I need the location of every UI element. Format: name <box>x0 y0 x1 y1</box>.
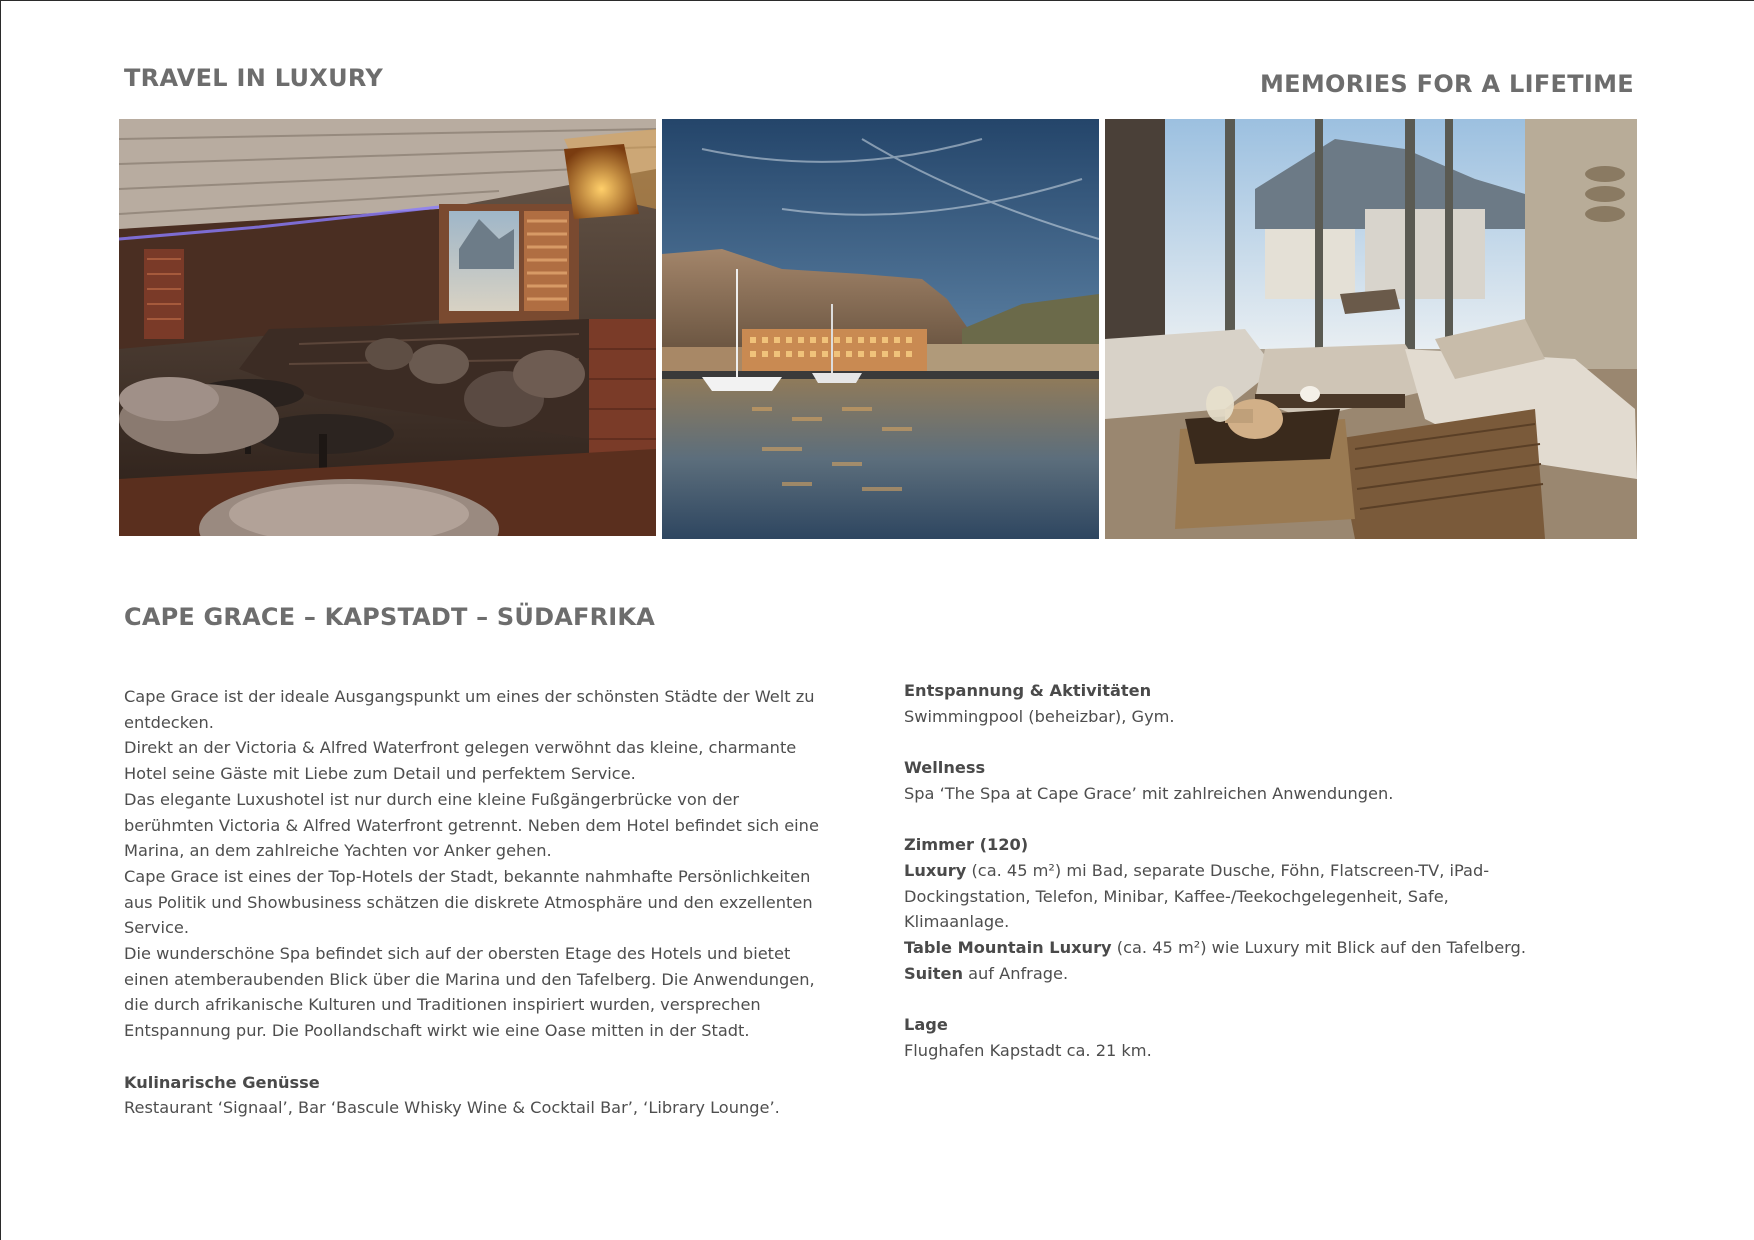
room-table-mountain-text: (ca. 45 m²) wie Luxury mit Blick auf den Tafelberg. <box>1111 938 1526 957</box>
rooms-heading: Zimmer (120) <box>904 835 1029 855</box>
spa-photo <box>1105 119 1637 539</box>
description-paragraph: Cape Grace ist eines der Top-Hotels der Stadt, bekannte nahmhafte Persönlichkeiten aus Politik und Showbusiness schätzen die diskrete Atmosphäre und den exzellenten Service. <box>124 866 813 938</box>
activities-text: Swimmingpool (beheizbar), Gym. <box>904 706 1175 726</box>
description-paragraph: Die wunderschöne Spa befindet sich auf der obersten Etage des Hotels und bietet einen atemberaubenden Blick über die Marina und den Tafelberg. Die Anwendungen, die durch afrikanische Kulturen und Traditionen inspiriert wurden, versprechen Entspannung pur. Die Poollandschaft wirkt wie eine Oase mitten in der Stadt. <box>124 944 815 1041</box>
room-luxury <box>904 858 1544 935</box>
description-paragraph: Cape Grace ist der ideale Ausgangspunkt um eines der schönsten Städte der Welt zu entdecken. <box>124 687 815 732</box>
spacer <box>904 986 1544 1012</box>
location-heading: Lage <box>904 1015 948 1035</box>
description-column <box>124 684 824 1121</box>
spacer <box>124 1044 824 1070</box>
cuisine-text: Restaurant ‘Signaal’, Bar ‘Bascule Whisky Wine & Cocktail Bar’, ‘Library Lounge’. <box>124 1098 780 1118</box>
activities-heading: Entspannung & Aktivitäten <box>904 681 1152 700</box>
hotel-title: CAPE GRACE – KAPSTADT – SÜDAFRIKA <box>124 603 655 631</box>
header-right-tagline: MEMORIES FOR A LIFETIME <box>1259 70 1634 98</box>
page-border-top <box>0 0 1754 1</box>
page-border-left <box>0 0 1 1240</box>
room-suites <box>904 961 1544 987</box>
room-suites-text: auf Anfrage. <box>962 963 1069 983</box>
room-table-mountain-label: Table Mountain Luxury <box>904 938 1112 957</box>
facts-column <box>904 678 1544 1064</box>
cuisine-heading: Kulinarische Genüsse <box>124 1072 320 1092</box>
room-luxury-text: (ca. 45 m²) mi Bad, separate Dusche, Föhn, Flatscreen-TV, iPad-Dockingstation, Telefon, Minibar, Kaffee-/Teekochgelegenheit, Safe, Klimaanlage. <box>904 860 1490 932</box>
marina-photo <box>662 119 1099 539</box>
description-paragraph: Das elegante Luxushotel ist nur durch eine kleine Fußgängerbrücke von der berühmten Victoria & Alfred Waterfront getrennt. Neben dem Hotel befindet sich eine Marina, an dem zahlreiche Yachten vor Anker gehen. <box>124 789 819 861</box>
lounge-photo <box>119 119 656 536</box>
wellness-heading: Wellness <box>904 758 986 778</box>
wellness-text: Spa ‘The Spa at Cape Grace’ mit zahlreichen Anwendungen. <box>904 783 1394 803</box>
spacer <box>904 807 1544 833</box>
room-luxury-label: Luxury <box>904 860 967 880</box>
room-suites-label: Suiten <box>904 963 963 983</box>
header-left-tagline: TRAVEL IN LUXURY <box>124 64 384 92</box>
description-paragraph: Direkt an der Victoria & Alfred Waterfront gelegen verwöhnt das kleine, charmante Hotel seine Gäste mit Liebe zum Detail und perfektem Service. <box>124 738 797 784</box>
location-text: Flughafen Kapstadt ca. 21 km. <box>904 1040 1152 1060</box>
room-table-mountain <box>904 935 1544 961</box>
spacer <box>904 729 1544 755</box>
